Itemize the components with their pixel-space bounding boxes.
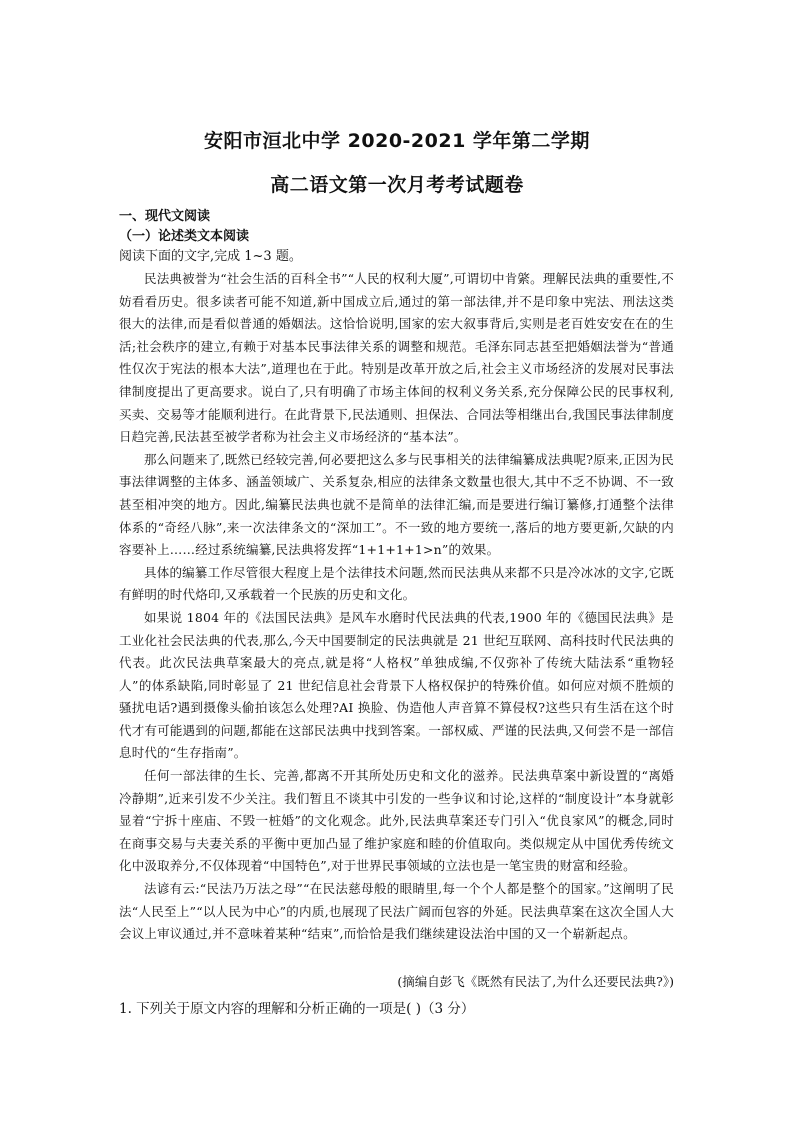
article-paragraph-5: 任何一部法律的生长、完善,都离不开其所处历史和文化的滋养。民法典草案中新设置的“离婚冷静期”,近来引发不少关注。我们暂且不谈其中引发的一些争议和讨论,这样的“制度设计”本身就彰显着“宁拆十座庙、不毁一桩婚”的文化观念。此外,民法典草案还专门引入“优良家风”的概念,同时在商事交易与夫妻关系的平衡中更加凸显了维护家庭和睦的价值取向。类似规定从中国优秀传统文化中汲取养分,不仅体现着“中国特色”,对于世界民事领域的立法也是一笔宝贵的财富和经验。: [119, 768, 674, 874]
article-paragraph-2: 那么问题来了,既然已经较完善,何必要把这么多与民事相关的法律编纂成法典呢?原来,正因为民事法律调整的主体多、涵盖领域广、关系复杂,相应的法律条文数量也很大,其中不乏不协调、不一致甚至相冲突的地方。因此,编纂民法典也就不是简单的法律汇编,而是要进行编订纂修,打通整个法律体系的“奇经八脉”,来一次法律条文的“深加工”。不一致的地方要统一,落后的地方要更新,欠缺的内容要补上……经过系统编纂,民法典将发挥“1+1+1+1>n”的效果。: [119, 451, 674, 558]
exam-title-school: 安阳市洹北中学 2020-2021 学年第二学期: [204, 130, 590, 152]
article-body: [119, 268, 674, 946]
article-paragraph-3: 具体的编纂工作尽管很大程度上是个法律技术问题,然而民法典从来都不只是冷冰冰的文字,它既有鲜明的时代烙印,又承载着一个民族的历史和文化。: [119, 564, 674, 603]
exam-title-subject: 高二语文第一次月考考试题卷: [270, 174, 524, 196]
subsection-heading: （一）论述类文本阅读: [119, 229, 250, 244]
article-source: (摘编自彭飞《既然有民法了,为什么还要民法典?》): [397, 974, 674, 989]
section-heading: 一、现代文阅读: [119, 209, 211, 224]
reading-instruction: 阅读下面的文字,完成 1~3 题。: [119, 249, 302, 264]
article-paragraph-1: 民法典被誉为“社会生活的百科全书”“人民的权利大厦”,可谓切中肯綮。理解民法典的重要性,不妨看看历史。很多读者可能不知道,新中国成立后,通过的第一部法律,并不是印象中宪法、刑法这类很大的法律,而是看似普通的婚姻法。这恰恰说明,国家的宏大叙事背后,实则是老百姓安安在在的生活;社会秩序的建立,有赖于对基本民事法律关系的调整和规范。毛泽东同志甚至把婚姻法誉为“普通性仅次于宪法的根本大法”,道理也在于此。特别是改革开放之后,社会主义市场经济的发展对民事法律制度提出了更高要求。说白了,只有明确了市场主体间的权利义务关系,充分保障公民的民事权利,买卖、交易等才能顺利进行。在此背景下,民法通则、担保法、合同法等相继出台,我国民事法律制度日趋完善,民法甚至被学者称为社会主义市场经济的“基本法”。: [119, 271, 675, 445]
article-paragraph-4: 如果说 1804 年的《法国民法典》是风车水磨时代民法典的代表,1900 年的《德国民法典》是工业化社会民法典的代表,那么,今天中国要制定的民法典就是 21 世纪互联网、高科技时代民法典的代表。此次民法典草案最大的亮点,就是将“人格权”单独成编,不仅弥补了传统大陆法系“重物轻人”的体系缺陷,同时彰显了 21 世纪信息社会背景下人格权保护的特殊价值。如何应对烦不胜烦的骚扰电话?遇到摄像头偷拍该怎么处理?AI 换脸、伪造他人声音算不算侵权?这些只有生活在这个时代才有可能遇到的问题,都能在这部民法典中找到答案。一部权威、严谨的民法典,又何尝不是一部信息时代的“生存指南”。: [119, 609, 674, 761]
question-1-stem: 1. 下列关于原文内容的理解和分析正确的一项是( )（3 分）: [119, 1001, 475, 1017]
article-paragraph-6: 法谚有云:“民法乃万法之母”“在民法慈母般的眼睛里,每一个个人都是整个的国家。”这阐明了民法“人民至上”“以人民为中心”的内质,也展现了民法广阔而包容的外延。民法典草案在这次全国人大会议上审议通过,并不意味着某种“结束”,而恰恰是我们继续建设法治中国的又一个崭新起点。: [119, 881, 674, 942]
